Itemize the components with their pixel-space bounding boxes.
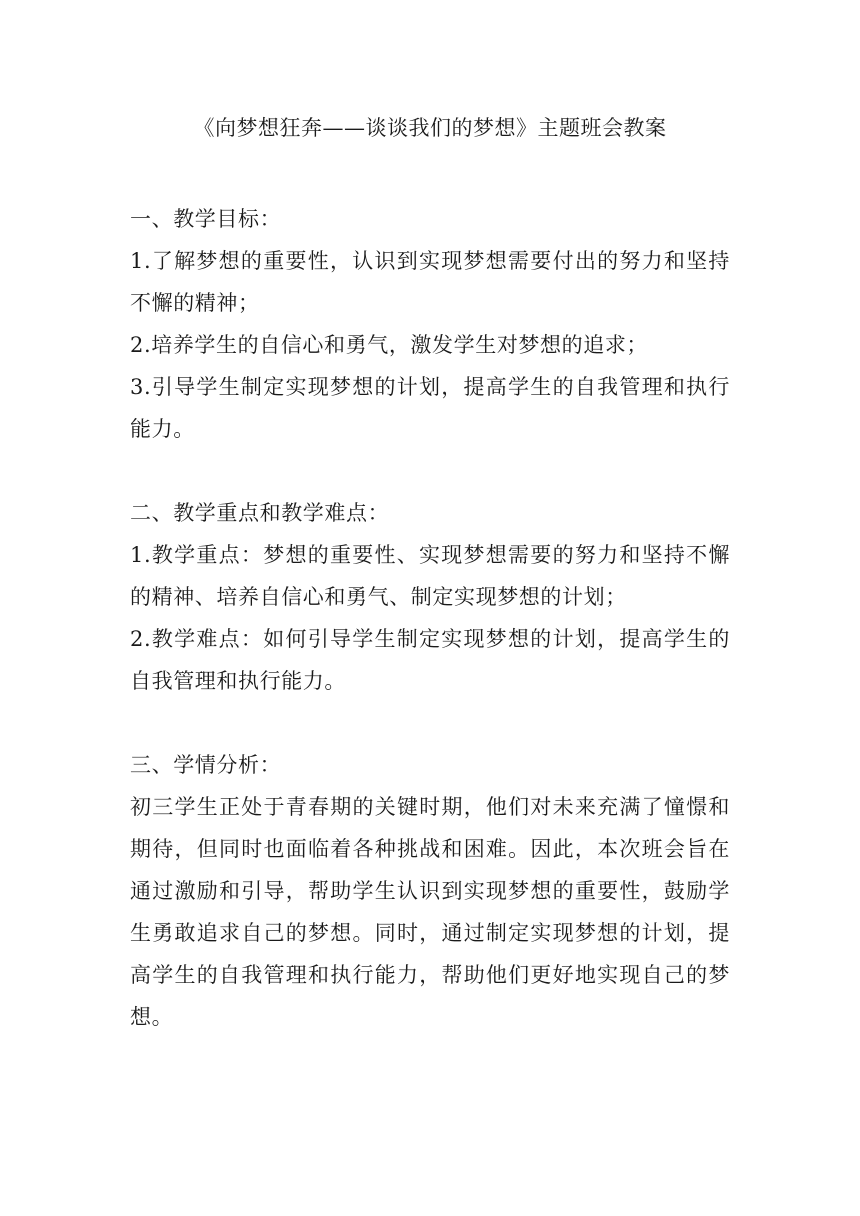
- paragraph: 1.教学重点：梦想的重要性、实现梦想需要的努力和坚持不懈的精神、培养自信心和勇气、制定实现梦想的计划；: [130, 543, 730, 609]
- paragraph: 2.教学难点：如何引导学生制定实现梦想的计划，提高学生的自我管理和执行能力。: [130, 627, 730, 693]
- section-heading: 二、教学重点和教学难点：: [130, 501, 390, 525]
- paragraph: 初三学生正处于青春期的关键时期，他们对未来充满了憧憬和期待，但同时也面临着各种挑战和困难。因此，本次班会旨在通过激励和引导，帮助学生认识到实现梦想的重要性，鼓励学生勇敢追求自己的梦想。同时，通过制定实现梦想的计划，提高学生的自我管理和执行能力，帮助他们更好地实现自己的梦想。: [130, 795, 730, 1029]
- section-key-and-difficult-points: [130, 492, 730, 702]
- section-teaching-objectives: [130, 198, 730, 450]
- document-body: [130, 198, 730, 1038]
- section-heading: 一、教学目标：: [130, 207, 282, 231]
- section-heading: 三、学情分析：: [130, 753, 282, 777]
- section-learning-situation-analysis: [130, 744, 730, 1038]
- paragraph: 1.了解梦想的重要性，认识到实现梦想需要付出的努力和坚持不懈的精神；: [130, 249, 730, 315]
- document-title: 《向梦想狂奔——谈谈我们的梦想》主题班会教案: [193, 116, 667, 140]
- paragraph: 3.引导学生制定实现梦想的计划，提高学生的自我管理和执行能力。: [130, 375, 730, 441]
- paragraph: 2.培养学生的自信心和勇气，激发学生对梦想的追求；: [130, 333, 649, 357]
